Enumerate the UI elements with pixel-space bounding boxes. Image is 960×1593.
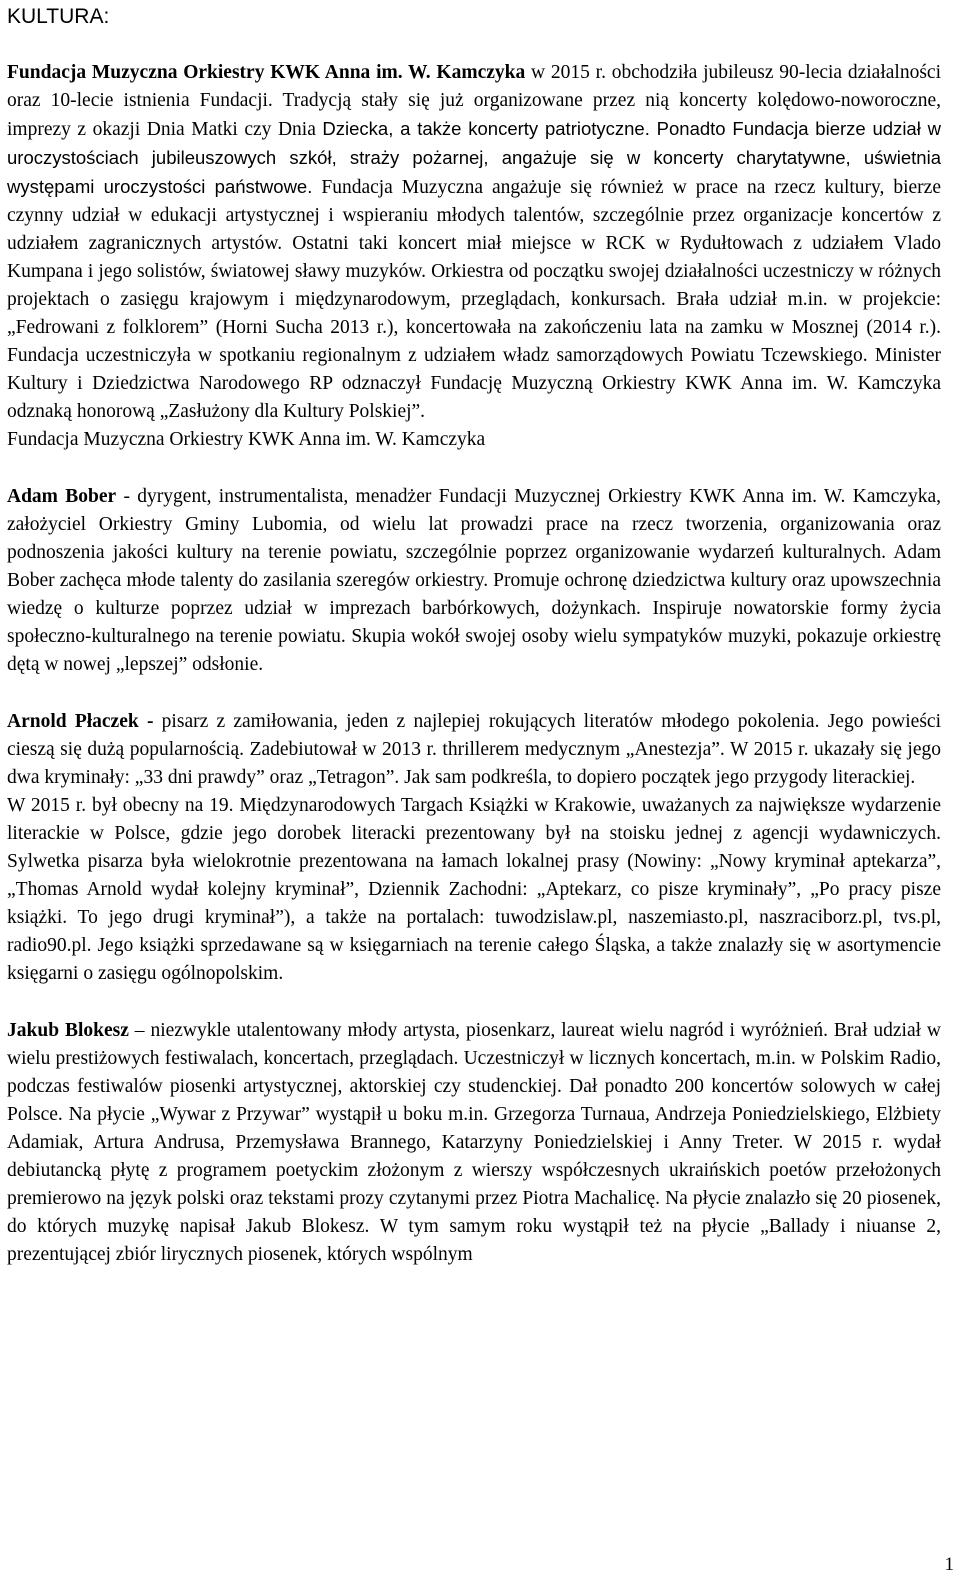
fundacja-intro: w 2015 r. obchodziła jubileusz 90-lecia działalności oraz 10-lecie istnienia Fundacji. Tradycją stały się już organizowane przez nią koncerty kolędowo-noworoczne, imprezy z okazji Dnia Matki czy Dnia [7,62,941,140]
bober-name: Adam Bober [7,486,117,507]
document-page [7,0,941,1269]
placzek-text: pisarz z zamiłowania, jeden z najlepiej rokujących literatów młodego pokolenia. Jego powieści cieszą się dużą popularnością. Zadebiutował w 2013 r. thrillerem medycznym „Anestezja”. W 2015 r. ukazały się jego dwa kryminały: „33 dni prawdy” oraz „Tetragon”. Jak sam podkreśla, to dopiero początek jego przygody literackiej. [7,711,941,788]
fundacja-intro-sans: Dziecka, a także koncerty patriotyczne. Ponadto Fundacja bierze udział w uroczystościach jubileuszowych szkół, straży pożarnej, angażuje się w koncerty charytatywne, uświetnia występami uroczystości państwowe. [7,118,941,197]
blokesz-text: – niezwykle utalentowany młody artysta, piosenkarz, laureat wielu nagród i wyróżnień. Brał udział w wielu prestiżowych festiwalach, koncertach, przeglądach. Uczestniczył w licznych koncertach, m.in. w Polskim Radio, podczas festiwalów piosenki artystycznej, aktorskiej czy studenckiej. Dał ponadto 200 koncertów solowych w całej Polsce. Na płycie „Wywar z Przywar” wystąpił u boku m.in. Grzegorza Turnaua, Andrzeja Poniedzielskiego, Elżbiety Adamiak, Artura Andrusa, Przemysława Brannego, Katarzyny Poniedzielskiej i Anny Treter. W 2015 r. wydał debiutancką płytę z programem poetyckim złożonym z wierszy współczesnych ukraińskich poetów przełożonych premierowo na język polski oraz tekstami prozy czytanymi przez Piotra Machalicę. Na płycie znalazło się 20 piosenek, do których muzykę napisał Jakub Blokesz. W tym samym roku wystąpił też na płycie „Ballady i niuanse 2, prezentującej zbiór lirycznych piosenek, których wspólnym [7,1020,942,1265]
placzek-paragraph-2: W 2015 r. był obecny na 19. Międzynarodowych Targach Książki w Krakowie, uważanych za największe wydarzenie literackie w Polsce, gdzie jego dorobek literacki prezentowany był na stoisku jednej z agencji wydawniczych. Sylwetka pisarza była wielokrotnie prezentowana na łamach lokalnej prasy (Nowiny: „Nowy kryminał aptekarza”, „Thomas Arnold wydał kolejny kryminał”, Dziennik Zachodni: „Aptekarz, co pisze kryminały”, „Po pracy pisze książki. To jego drugi kryminał”), a także na portalach: tuwodzislaw.pl, naszemiasto.pl, naszraciborz.pl, tvs.pl, radio90.pl. Jego książki sprzedawane są w księgarniach na terenie całego Śląska, a także znalazły się w asortymencie księgarni o zasięgu ogólnopolskim. [7,795,941,984]
page-number: 1 [944,1554,954,1575]
placzek-name: Arnold Płaczek - [7,711,154,732]
fundacja-paragraph [7,59,941,426]
fundacja-signature: Fundacja Muzyczna Orkiestry KWK Anna im. W. Kamczyka [7,429,486,450]
fundacja-body: Fundacja Muzyczna angażuje się również w prace na rzecz kultury, bierze czynny udział w edukacji artystycznej i wspieraniu młodych talentów, szczególnie przez organizacje koncertów z udziałem zagranicznych artystów. Ostatni taki koncert miał miejsce w RCK w Rydułtowach z udziałem Vlado Kumpana i jego solistów, światowej sławy muzyków. Orkiestra od początku swojej działalności uczestniczy w różnych projektach o zasięgu krajowym i międzynarodowym, przeglądach, konkursach. Brała udział m.in. w projekcie: „Fedrowani z folklorem” (Horni Sucha 2013 r.), koncertowała na zakończeniu lata na zamku w Mosznej (2014 r.). Fundacja uczestniczyła w spotkaniu regionalnym z udziałem władz samorządowych Powiatu Tczewskiego. Minister Kultury i Dziedzictwa Narodowego RP odznaczył Fundację Muzyczną Orkiestry KWK Anna im. W. Kamczyka odznaką honorową „Zasłużony dla Kultury Polskiej”. [7,177,941,422]
bober-paragraph [7,483,941,679]
blokesz-name: Jakub Blokesz [7,1020,129,1041]
bober-text: - dyrygent, instrumentalista, menadżer Fundacji Muzycznej Orkiestry KWK Anna im. W. Kamczyka, założyciel Orkiestry Gminy Lubomia, od wielu lat prowadzi prace na rzecz tworzenia, organizowania oraz podnoszenia jakości kultury na terenie powiatu, szczególnie poprzez organizowanie wydarzeń kulturalnych. Adam Bober zachęca młode talenty do zasilania szeregów orkiestry. Promuje ochronę dziedzictwa kultury oraz upowszechnia wiedzę o kulturze poprzez udział w imprezach barbórkowych, dożynkach. Inspiruje nowatorskie formy życia społeczno-kulturalnego na terenie powiatu. Skupia wokół swojej osoby wielu sympatyków muzyki, pokazuje orkiestrę dętą w nowej „lepszej” odsłonie. [7,486,941,675]
placzek-paragraph [7,708,941,792]
section-heading: KULTURA: [7,5,110,28]
blokesz-paragraph [7,1017,941,1269]
fundacja-lead: Fundacja Muzyczna Orkiestry KWK Anna im. W. Kamczyka [7,62,526,83]
